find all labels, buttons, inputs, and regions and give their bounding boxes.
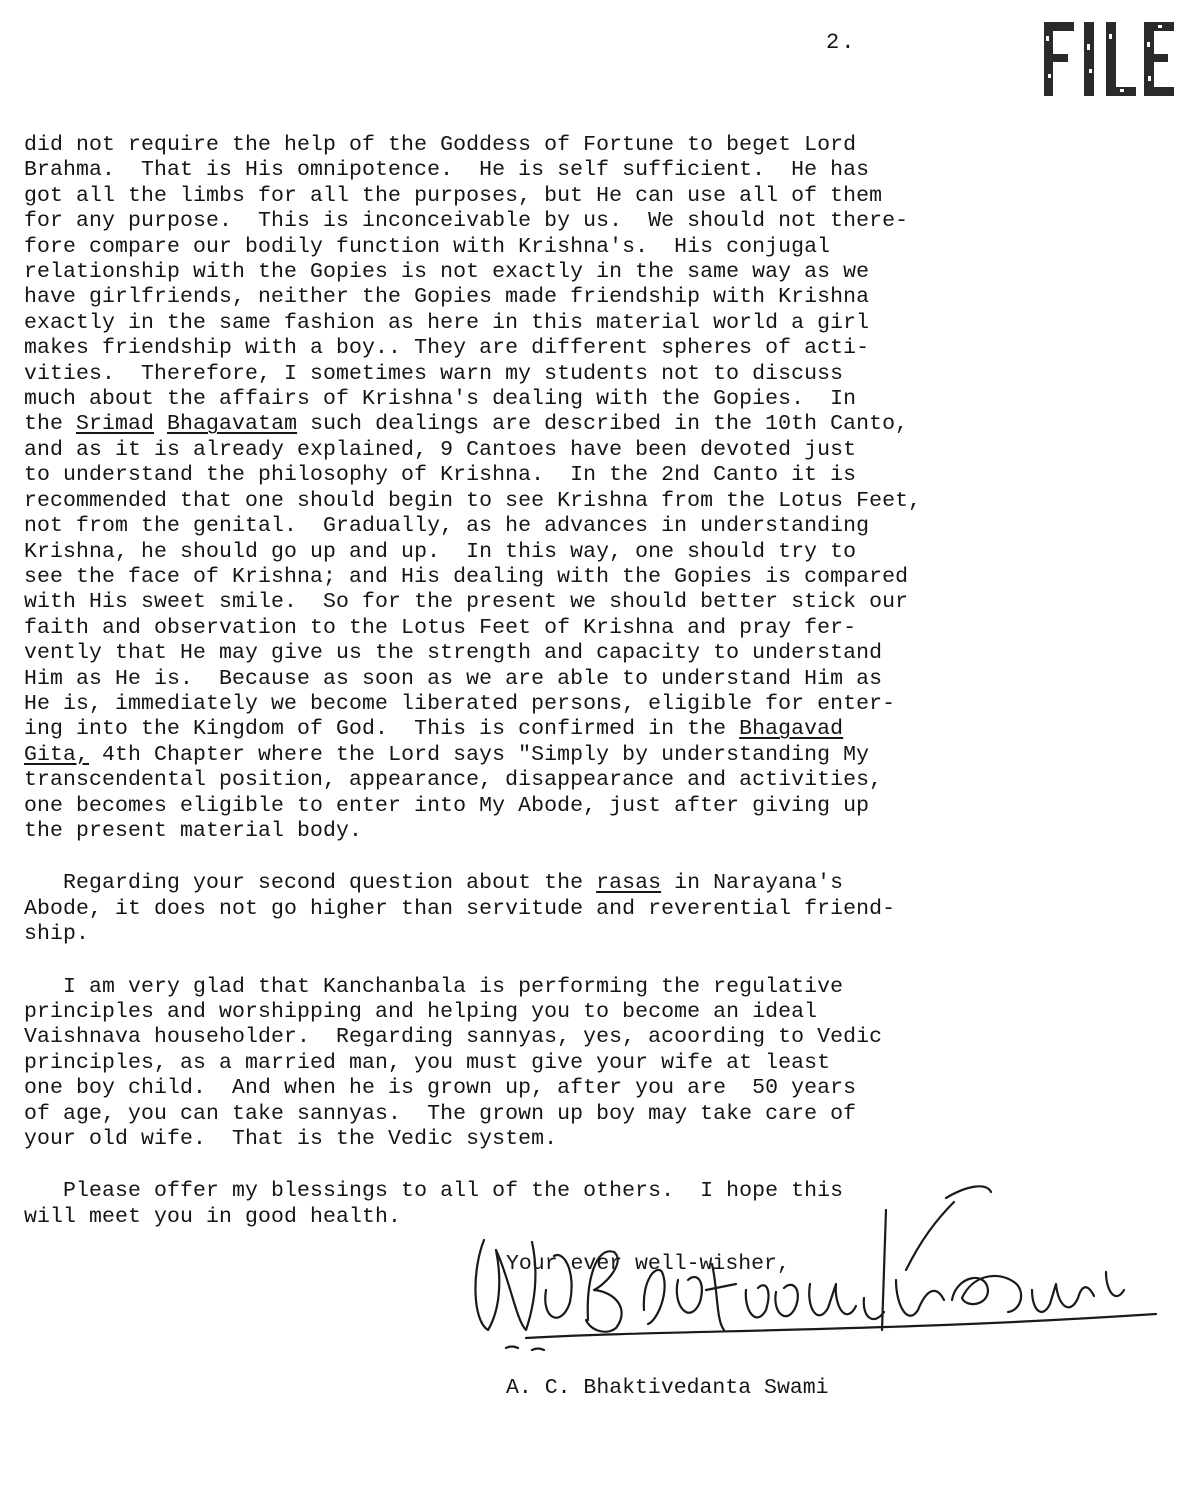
text-segment: one becomes eligible to enter into My Abode, just after giving up [24, 793, 870, 818]
text-segment: recommended that one should begin to see Krishna from the Lotus Feet, [24, 488, 922, 513]
text-segment: exactly in the same fashion as here in this material world a girl [24, 310, 870, 335]
text-segment: of age, you can take sannyas. The grown up boy may take care of [24, 1101, 857, 1126]
text-line [24, 489, 921, 514]
text-line [24, 463, 921, 488]
text-segment: much about the affairs of Krishna's dealing with the Gopies. In [24, 387, 857, 412]
text-line [24, 922, 921, 947]
text-line [24, 336, 921, 361]
text-segment: to understand the philosophy of Krishna. In the 2nd Canto it is [24, 463, 857, 488]
text-segment: principles and worshipping and helping you to become an ideal [24, 1000, 818, 1024]
text-segment: will meet you in good health. [24, 1204, 402, 1229]
text-segment: I am very glad that Kanchanbala is performing the regulative [24, 974, 844, 999]
text-segment: with His sweet smile. So for the present we should better stick our [24, 590, 909, 615]
text-segment: such dealings are described in the 10th Canto, [297, 412, 909, 437]
text-line [24, 641, 921, 666]
text-line [24, 260, 921, 285]
signer-name: A. C. Bhaktivedanta Swami [506, 1376, 829, 1400]
text-line [24, 1076, 921, 1101]
text-line [24, 1000, 921, 1025]
text-segment: relationship with the Gopies is not exactly in the same way as we [24, 260, 870, 285]
handwritten-signature [466, 1180, 1186, 1370]
text-segment: Regarding your second question about the [24, 871, 597, 896]
text-line [24, 794, 921, 819]
text-segment: 4th Chapter where the Lord says "Simply by understanding My [89, 742, 870, 767]
underlined-title: rasas [596, 871, 662, 896]
text-line [24, 692, 921, 717]
text-segment: ing into the Kingdom of God. This is confirmed in the [24, 717, 740, 742]
text-segment: not from the genital. Gradually, as he advances in understanding [24, 514, 870, 539]
text-segment: the present material body. [24, 818, 363, 843]
text-segment: the [24, 412, 77, 437]
paragraph-gap [24, 844, 921, 871]
text-line [24, 438, 921, 463]
text-segment: got all the limbs for all the purposes, but He can use all of them [24, 183, 883, 208]
text-segment: Krishna, he should go up and up. In this way, one should try to [24, 539, 857, 564]
text-segment: your old wife. That is the Vedic system. [24, 1127, 558, 1152]
text-segment: principles, as a married man, you must give your wife at least [24, 1050, 831, 1075]
text-segment: vently that He may give us the strength and capacity to understand [24, 641, 883, 666]
text-line [24, 184, 921, 209]
text-segment: transcendental position, appearance, disappearance and activities, [24, 768, 883, 793]
paragraph-gap [24, 948, 921, 975]
text-line [24, 1102, 921, 1127]
underlined-title: Bhagavatam [167, 412, 298, 437]
text-segment: Please offer my blessings to all of the others. I hope this [24, 1179, 844, 1204]
underlined-title: Srimad [76, 412, 155, 437]
text-segment [154, 412, 167, 436]
text-segment: Abode, it does not go higher than servitude and reverential friend- [24, 896, 896, 921]
text-line [24, 717, 921, 742]
text-line [24, 1025, 921, 1050]
text-segment: makes friendship with a boy.. They are different spheres of acti- [24, 336, 870, 361]
text-line [24, 565, 921, 590]
text-line [24, 871, 921, 896]
text-line [24, 667, 921, 692]
text-line [24, 975, 921, 1000]
text-line [24, 387, 921, 412]
text-line [24, 158, 921, 183]
text-segment: Vaishnava householder. Regarding sannyas, yes, acoording to Vedic [24, 1025, 883, 1050]
text-segment: He is, immediately we become liberated persons, eligible for enter- [24, 691, 896, 716]
text-line [24, 209, 921, 234]
text-segment: faith and observation to the Lotus Feet of Krishna and pray fer- [24, 615, 857, 640]
text-line [24, 819, 921, 844]
text-segment: and as it is already explained, 9 Cantoes have been devoted just [24, 437, 857, 462]
text-segment: for any purpose. This is inconceivable by us. We should not there- [24, 209, 909, 234]
text-line [24, 768, 921, 793]
text-segment: in Narayana's [661, 871, 844, 896]
paragraph-gap [24, 1152, 921, 1179]
text-line [24, 616, 921, 641]
text-line [24, 540, 921, 565]
text-line [24, 1127, 921, 1152]
file-stamp [1040, 14, 1180, 104]
text-segment: see the face of Krishna; and His dealing with the Gopies is compared [24, 564, 909, 589]
text-line [24, 133, 921, 158]
text-line [24, 362, 921, 387]
closing-salutation: Your ever well-wisher, [506, 1252, 790, 1276]
text-segment: Him as He is. Because as soon as we are able to understand Him as [24, 666, 883, 691]
text-line [24, 285, 921, 310]
text-segment: one boy child. And when he is grown up, after you are 50 years [24, 1076, 857, 1101]
text-line [24, 412, 921, 437]
text-line [24, 1051, 921, 1076]
text-line [24, 514, 921, 539]
text-line [24, 743, 921, 768]
underlined-title: Gita, [24, 742, 90, 767]
text-line [24, 897, 921, 922]
text-segment: vities. Therefore, I sometimes warn my students not to discuss [24, 361, 844, 386]
text-segment: have girlfriends, neither the Gopies made friendship with Krishna [24, 285, 870, 310]
text-segment: ship. [24, 922, 90, 947]
text-segment: Brahma. That is His omnipotence. He is self sufficient. He has [24, 158, 870, 183]
text-line [24, 235, 921, 260]
underlined-title: Bhagavad [739, 717, 844, 742]
text-segment: did not require the help of the Goddess of Fortune to beget Lord [24, 133, 857, 157]
text-segment: fore compare our bodily function with Krishna's. His conjugal [24, 234, 831, 259]
page-number: 2. [826, 30, 857, 55]
text-line [24, 590, 921, 615]
text-line [24, 311, 921, 336]
letter-body [24, 133, 921, 1230]
